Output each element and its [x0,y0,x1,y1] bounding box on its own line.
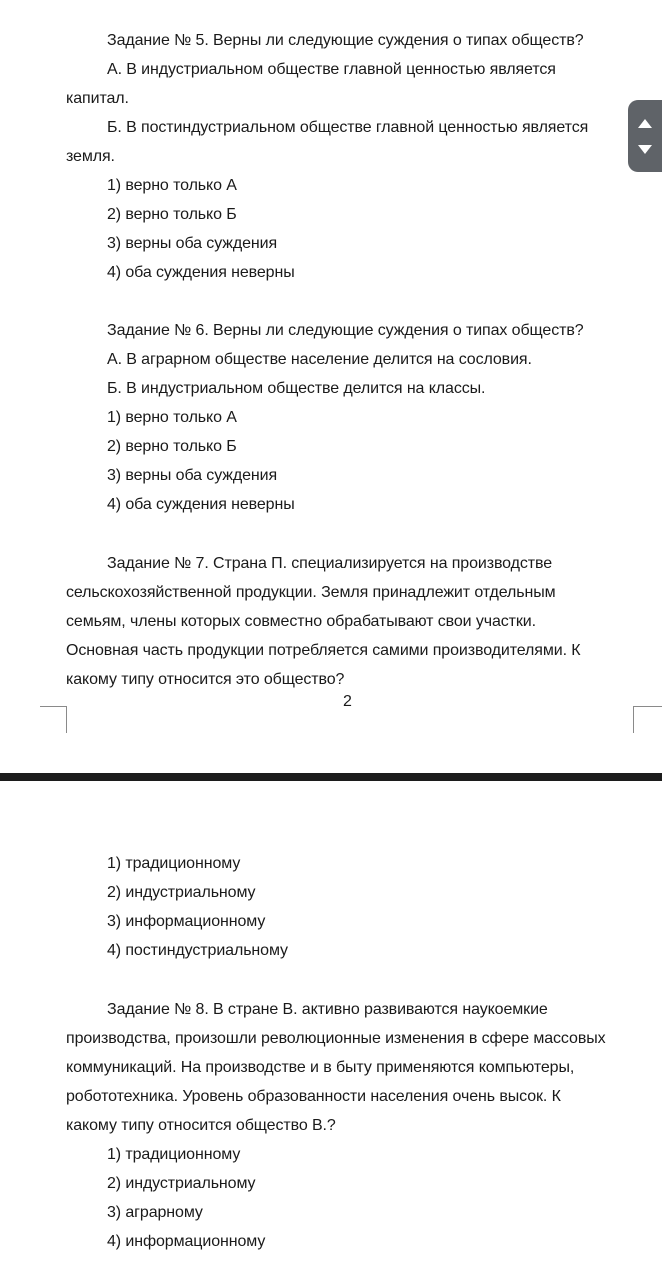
task-6-option-2: 2) верно только Б [107,438,237,455]
task-5-statement-b: Б. В постиндустриальном обществе главной ценностью является [107,119,589,136]
task-7-text-line: семьям, члены которых совместно обрабатывают свои участки. [66,613,536,630]
page-separator [0,773,662,781]
document-page-2 [0,781,662,1270]
task-5-statement-b-cont: земля. [66,148,115,165]
task-7-heading: Задание № 7. Страна П. специализируется на производстве [107,555,553,572]
task-8-text-line: коммуникаций. На производстве и в быту применяются компьютеры, [66,1059,575,1076]
task-8-text-line: робототехника. Уровень образованности населения очень высок. К [66,1088,561,1105]
task-6-statement-a: А. В аграрном обществе население делится на сословия. [107,351,532,368]
task-7-option-2: 2) индустриальному [107,884,256,901]
chevron-up-icon[interactable] [638,119,652,128]
page-number: 2 [343,693,352,710]
page-corner-mark [40,706,67,733]
chevron-down-icon[interactable] [638,145,652,154]
task-8-question: какому типу относится общество В.? [66,1117,336,1134]
task-6-option-1: 1) верно только А [107,409,237,426]
task-6-heading: Задание № 6. Верны ли следующие суждения о типах обществ? [107,322,584,339]
task-7-option-3: 3) информационному [107,913,266,930]
task-6-option-3: 3) верны оба суждения [107,467,278,484]
task-6-statement-b: Б. В индустриальном обществе делится на классы. [107,380,486,397]
task-5-option-2: 2) верно только Б [107,206,237,223]
task-8-option-2: 2) индустриальному [107,1175,256,1192]
task-5-option-4: 4) оба суждения неверны [107,264,295,281]
task-5-heading: Задание № 5. Верны ли следующие суждения о типах обществ? [107,32,584,49]
task-7-option-4: 4) постиндустриальному [107,942,288,959]
task-8-heading: Задание № 8. В стране В. активно развиваются наукоемкие [107,1001,548,1018]
fast-scroll-handle[interactable] [628,100,662,172]
task-5-statement-a: А. В индустриальном обществе главной ценностью является [107,61,556,78]
task-5-statement-a-cont: капитал. [66,90,129,107]
task-7-text-line: сельскохозяйственной продукции. Земля принадлежит отдельным [66,584,556,601]
page-corner-mark [633,706,662,733]
task-7-option-1: 1) традиционному [107,855,241,872]
task-6-option-4: 4) оба суждения неверны [107,496,295,513]
task-5-option-3: 3) верны оба суждения [107,235,278,252]
task-7-question: какому типу относится это общество? [66,671,345,688]
task-8-option-3: 3) аграрному [107,1204,203,1221]
task-5-option-1: 1) верно только А [107,177,237,194]
task-7-text-line: Основная часть продукции потребляется самими производителями. К [66,642,581,659]
task-8-option-4: 4) информационному [107,1233,266,1250]
task-8-text-line: производства, произошли революционные изменения в сфере массовых [66,1030,606,1047]
task-8-option-1: 1) традиционному [107,1146,241,1163]
